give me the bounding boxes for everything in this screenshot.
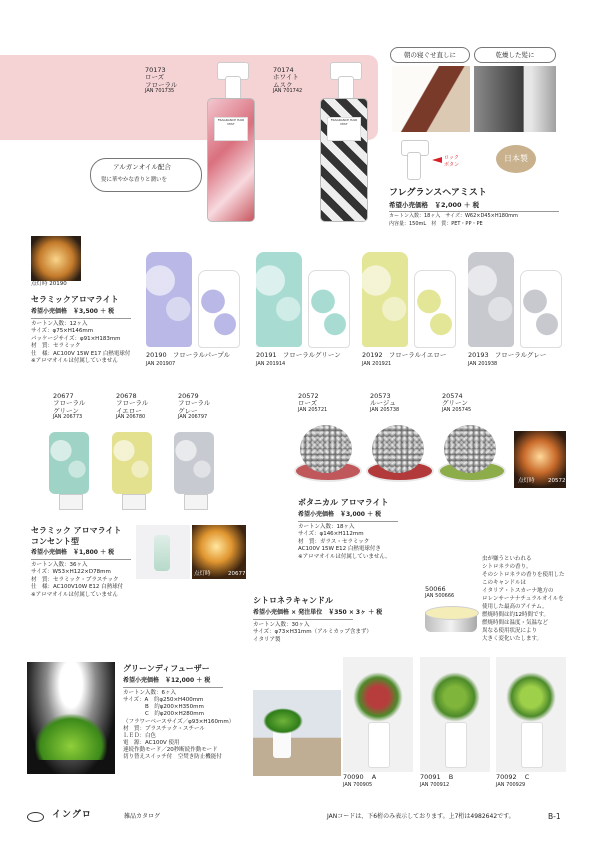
botanical-title: ボタニカル アロマライト bbox=[298, 498, 389, 507]
ceramic-lamp bbox=[520, 270, 562, 348]
ceramic-lamp bbox=[308, 270, 350, 348]
company-logo-icon bbox=[27, 812, 44, 822]
variant-code: 20574 bbox=[442, 392, 463, 400]
divider bbox=[389, 211, 559, 212]
candle-price: 希望小売価格 × 発注単位 ￥350 × 3ヶ ＋ 税 bbox=[253, 609, 383, 616]
mist-spec1: カートン入数：18ヶ入 サイズ：W62×D45×H180mm bbox=[389, 213, 518, 219]
diffuser-mist-photo bbox=[27, 662, 115, 774]
variant-jan: JAN 206773 bbox=[53, 414, 83, 421]
mist-title: フレグランスヘアミスト bbox=[389, 188, 487, 198]
variant-code: 20193 bbox=[468, 351, 489, 359]
catalog-name: 雑品カタログ bbox=[124, 813, 161, 820]
mist-bottle-musk bbox=[318, 62, 368, 222]
variant-name: フローラルイエロー bbox=[388, 351, 447, 359]
divider bbox=[253, 619, 353, 620]
variant-code: 70090 bbox=[343, 773, 364, 781]
photo-mist-spray bbox=[474, 66, 556, 132]
variant-jan: JAN 205721 bbox=[298, 406, 328, 413]
outlet-variant-label bbox=[178, 393, 210, 421]
candle-description: 虫が嫌うといわれる シトロネラの香り。 そのシトロネラの香りを使用した このキャンドルは イタリア・トスカーナ地方の ロレンサーナナチュラルオイルを 使用した最高のアイテム。 燃焼時間は約12時間です。 燃焼時間は温度・気温など 異なる使用状況により 大きく変化いたします。 bbox=[482, 556, 565, 642]
diffuser-title: グリーンディフューザー bbox=[123, 664, 210, 673]
diffuser-variant-label bbox=[420, 774, 453, 781]
outlet-lit-label: 点灯時 20677 bbox=[194, 571, 246, 577]
diffuser-vase bbox=[445, 722, 467, 768]
botanical-variant-label bbox=[442, 393, 471, 414]
argan-bubble bbox=[90, 158, 202, 192]
lock-label-1: ロック bbox=[444, 155, 459, 161]
outlet-plug-base bbox=[122, 494, 146, 510]
botanical-variant-label bbox=[370, 393, 399, 414]
outlet-lamp bbox=[174, 432, 214, 494]
argan-bubble-line1: アルガンオイル配合 bbox=[113, 163, 171, 171]
outlet-variant-label bbox=[116, 393, 148, 421]
variant-letter: C bbox=[524, 773, 530, 781]
package-tube bbox=[256, 252, 302, 347]
mist-bottle-rose bbox=[205, 62, 255, 222]
jan-note: JANコードは、下6桁のみ表示しております。上7桁は4982642です。 bbox=[327, 813, 515, 820]
outlet-in-use-photo bbox=[136, 525, 190, 579]
variant-jan: JAN 201907 bbox=[146, 361, 176, 367]
variant-name-1: フローラル bbox=[53, 399, 86, 408]
variant-name-1: フローラル bbox=[178, 399, 211, 408]
argan-bubble-line2: 髪に華やかな香りと潤いを bbox=[101, 177, 168, 183]
variant-label bbox=[468, 352, 546, 359]
outlet-title-1: セラミック アロマライト bbox=[31, 526, 122, 535]
variant-jan: JAN 700912 bbox=[420, 782, 450, 788]
ceramic-lamp bbox=[414, 270, 456, 348]
outlet-plug-base bbox=[59, 494, 83, 510]
variant-name: フローラルパープル bbox=[172, 351, 230, 359]
variant-name: フローラルグレー bbox=[494, 351, 547, 359]
variant-code: 20192 bbox=[362, 351, 383, 359]
mist-bottle-label: FRAGRANCE HAIR MIST bbox=[327, 117, 361, 141]
variant-name-2: イエロー bbox=[116, 406, 142, 415]
variant-jan: JAN 205745 bbox=[442, 406, 472, 413]
mist-item1-label: 70173 ローズ フローラル JAN 701735 bbox=[145, 66, 178, 95]
lock-label-2: ボタン bbox=[444, 162, 460, 168]
botanical-globe-texture bbox=[444, 425, 496, 473]
variant-label bbox=[362, 352, 446, 359]
variant-letter: B bbox=[448, 773, 454, 781]
variant-code: 70091 bbox=[420, 773, 441, 781]
variant-code: 20572 bbox=[298, 392, 319, 400]
botanical-variant-label bbox=[298, 393, 327, 414]
photo-woman-spraying bbox=[392, 66, 470, 132]
outlet-specs: カートン入数：36ヶ入 サイズ：W53×H122×D78mm 材 質：セラミック・プラスチック 仕 様：AC100V10W E12 白熱球付 ※アロマオイルは付属していません bbox=[31, 562, 124, 598]
diffuser-specs: カートン入数：6ヶ入 サイズ：A 約φ250×H400mm B 約φ200×H350mm C 約φ200×H280mm （フラワーベースサイズ／φ93×H160mm） 材 質：プラスチック・スチール ＬＥＤ：白色 電 源：AC100V 使用 連続作動モード／20秒断続作動モード 切り替えスイッチ付 空焚き防止機能付 bbox=[123, 690, 235, 761]
diffuser-price: 希望小売価格 ￥12,000 ＋ 税 bbox=[123, 677, 211, 684]
company-name: イングロ bbox=[52, 810, 92, 820]
candle-code: 50066 bbox=[425, 585, 446, 593]
mist-price: 希望小売価格 ￥2,000 ＋ 税 bbox=[389, 201, 480, 209]
page-number: B‐1 bbox=[548, 812, 561, 821]
diffuser-vase bbox=[368, 722, 390, 768]
mist-item2-label: 70174 ホワイト ムスク JAN 701742 bbox=[273, 66, 303, 95]
package-tube bbox=[362, 252, 408, 347]
variant-jan: JAN 206780 bbox=[116, 414, 146, 421]
photo-label-dry: 乾燥した髪に bbox=[474, 47, 556, 63]
package-tube bbox=[468, 252, 514, 347]
arrow-left-icon bbox=[432, 157, 442, 163]
variant-code: 70092 bbox=[496, 773, 517, 781]
ceramic-lit-label: 点灯時 20190 bbox=[31, 281, 81, 290]
ceramic-title: セラミックアロマライト bbox=[31, 295, 119, 304]
variant-code: 20678 bbox=[116, 392, 137, 400]
variant-jan: JAN 205738 bbox=[370, 406, 400, 413]
candle-jan: JAN 500666 bbox=[425, 593, 455, 599]
variant-name-1: フローラル bbox=[116, 399, 149, 408]
candle-image bbox=[425, 606, 477, 636]
outlet-variant-label bbox=[53, 393, 85, 421]
variant-label bbox=[256, 352, 341, 359]
diffuser-variant-label bbox=[496, 774, 529, 781]
variant-label bbox=[146, 352, 230, 359]
outlet-price: 希望小売価格 ￥1,800 ＋ 税 bbox=[31, 549, 115, 556]
variant-code: 20679 bbox=[178, 392, 199, 400]
variant-jan: JAN 201921 bbox=[362, 361, 392, 367]
variant-code: 20677 bbox=[53, 392, 74, 400]
botanical-globe-texture bbox=[372, 425, 424, 473]
divider bbox=[123, 687, 223, 688]
photo-label-morning: 朝の寝ぐせ直しに bbox=[390, 47, 470, 63]
variant-code: 20191 bbox=[256, 351, 277, 359]
variant-name: ローズ bbox=[298, 399, 318, 408]
variant-name-2: グレー bbox=[178, 406, 198, 415]
variant-name-2: グリーン bbox=[53, 406, 79, 415]
diffuser-room-photo bbox=[253, 690, 341, 776]
variant-jan: JAN 201914 bbox=[256, 361, 286, 367]
botanical-lit-label: 点灯時 20572 bbox=[518, 478, 566, 484]
candle-title: シトロネラキャンドル bbox=[253, 596, 333, 605]
divider bbox=[298, 521, 398, 522]
outlet-lamp bbox=[49, 432, 89, 494]
variant-code: 20573 bbox=[370, 392, 391, 400]
divider bbox=[31, 559, 131, 560]
mist-bottle-label: FRAGRANCE HAIR MIST bbox=[214, 117, 248, 141]
lock-nozzle-photo bbox=[395, 140, 431, 180]
candle-specs: カートン入数：30ヶ入 サイズ：φ73×H31mm（アルミカップ含まず） イタリア製 bbox=[253, 622, 372, 643]
variant-jan: JAN 700929 bbox=[496, 782, 526, 788]
ceramic-specs: カートン入数：12ヶ入 サイズ：φ75×H146mm パッケージサイズ：φ91×H183mm 材 質：セラミック 仕 様：AC100V 15W E17 白熱電球付 ※アロマオイルは付属していません bbox=[31, 321, 131, 365]
outlet-title-2: コンセント型 bbox=[31, 537, 79, 546]
diffuser-vase bbox=[521, 722, 543, 768]
variant-code: 20190 bbox=[146, 351, 167, 359]
botanical-price: 希望小売価格 ￥3,000 ＋ 税 bbox=[298, 511, 382, 518]
variant-name: フローラルグリーン bbox=[282, 351, 341, 359]
diffuser-plant bbox=[353, 672, 403, 722]
variant-jan: JAN 201938 bbox=[468, 361, 498, 367]
diffuser-variant-label bbox=[343, 774, 376, 781]
outlet-lamp bbox=[112, 432, 152, 494]
variant-jan: JAN 700905 bbox=[343, 782, 373, 788]
mist-spec2: 内容量：150mL 材 質：PET・PP・PE bbox=[389, 221, 483, 227]
variant-name: ルージュ bbox=[370, 399, 396, 408]
made-in-japan-badge: 日本製 bbox=[496, 145, 536, 173]
package-tube bbox=[146, 252, 192, 347]
ceramic-lamp bbox=[198, 270, 240, 348]
divider bbox=[31, 318, 131, 319]
variant-letter: A bbox=[371, 773, 377, 781]
botanical-specs: カートン入数：18ヶ入 サイズ：φ146×H112mm 材 質：ガラス・セラミック AC100V 15W E12 白熱電球付き ※アロマオイルは付属していません。 bbox=[298, 524, 391, 560]
diffuser-plant bbox=[506, 672, 556, 722]
ceramic-price: 希望小売価格 ￥3,500 ＋ 税 bbox=[31, 308, 115, 315]
diffuser-plant bbox=[430, 672, 480, 722]
botanical-globe-texture bbox=[300, 425, 352, 473]
variant-jan: JAN 206797 bbox=[178, 414, 208, 421]
outlet-plug-base bbox=[184, 494, 208, 510]
variant-name: グリーン bbox=[442, 399, 468, 408]
